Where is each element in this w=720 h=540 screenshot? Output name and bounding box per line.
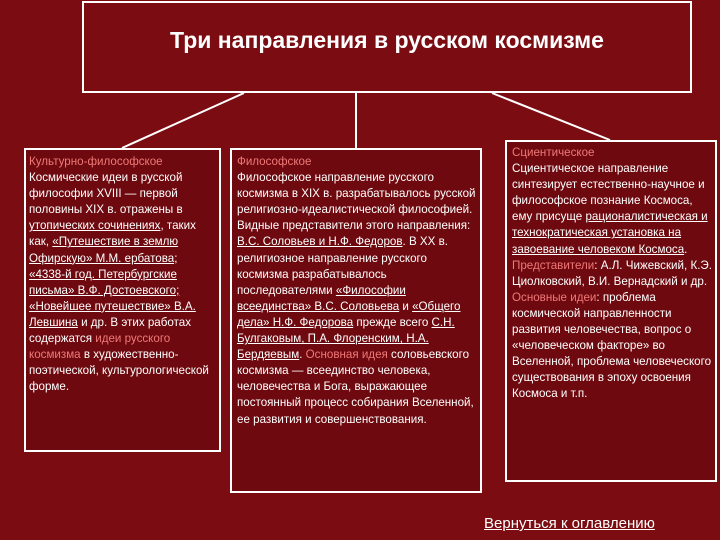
scientific-text-4: : проблема космической направленности развития человечества, вопрос о «человеческом факторе» во Вселенной, проблема человеческого существования в эпоху освоения Космоса и т.п.: [512, 290, 712, 401]
philosophical-text-2: . В XX в. религиозное направление русского космизма разрабатывалось последователями: [237, 235, 448, 297]
cultural-accent-ideas: идеи русского космизма: [29, 332, 171, 362]
cultural-text-3: и др. В этих работах содержатся: [29, 315, 191, 346]
philosophical-heading: Философское: [237, 155, 312, 168]
philosophical-text-4: прежде всего: [353, 315, 432, 329]
scientific-accent-representatives: Представители: [512, 258, 595, 272]
scientific-direction-box: [505, 140, 717, 482]
philosophical-text-1: Философское направление русского космизма в XIX в. разрабатывалось русской религиозно-идеалистической философией. Видные представители этого направления:: [237, 171, 476, 233]
scientific-link-rationalist[interactable]: рационалистическая и технократическая установка на завоевание человеком Космоса: [512, 210, 708, 256]
cultural-text-2: , таких как,: [29, 219, 196, 249]
cultural-text-4: в художественно-поэтической, культурологической форме.: [29, 348, 209, 394]
scientific-text-1: Сциентическое направление синтезирует естественно-научное и философское познание Космоса, ему присуще: [512, 162, 705, 224]
scientific-heading: Сциентическое: [512, 146, 595, 159]
philosophical-accent-main-idea: Основная идея: [305, 348, 388, 362]
philosophical-direction-box: [230, 148, 482, 493]
back-to-contents-link[interactable]: Вернуться к оглавлению: [484, 515, 655, 532]
cultural-text-1: Космические идеи в русской философии XVIII — первой половины XIX в. отражены в: [29, 171, 183, 217]
cultural-direction-box: [24, 148, 221, 452]
scientific-text-3: : А.Л. Чижевский, К.Э. Циолковский, В.И. Вернадский и др.: [512, 258, 712, 288]
scientific-text-2: .: [684, 242, 688, 256]
scientific-accent-main-ideas: Основные идеи: [512, 290, 597, 304]
connector-left: [122, 93, 244, 148]
cultural-link-utopian[interactable]: утопических сочинениях: [29, 219, 161, 233]
philosophical-text-3: и: [399, 299, 413, 313]
page-title: Три направления в русском космизме: [170, 27, 604, 53]
philosophical-link-common-cause[interactable]: «Общего дела» Н.Ф. Федорова: [237, 299, 461, 329]
philosophical-link-solovyov-fedorov[interactable]: В.С. Соловьев и Н.Ф. Федоров: [237, 235, 403, 249]
philosophical-text-5: .: [299, 348, 306, 362]
cultural-heading: Культурно-философское: [29, 155, 163, 168]
cultural-link-works[interactable]: «Путешествие в землю Офирскую» М.М. ербатова; «4338-й год. Петербургские письма» В.Ф. Достоевского; «Новейшее путешествие» В.А. Левшина: [29, 235, 196, 329]
philosophical-link-followers[interactable]: С.Н. Булгаковым, П.А. Флоренским, Н.А. Бердяевым: [237, 315, 455, 362]
philosophical-link-vseedinstvo[interactable]: «Философии всеединства» В.С. Соловьева: [237, 283, 406, 313]
connector-right: [492, 93, 610, 140]
philosophical-text-6: соловьевского космизма — всеединство человека, человечества и Бога, выражающее постоянный процесс собирания Вселенной, ее развития и совершенствования.: [237, 348, 474, 426]
